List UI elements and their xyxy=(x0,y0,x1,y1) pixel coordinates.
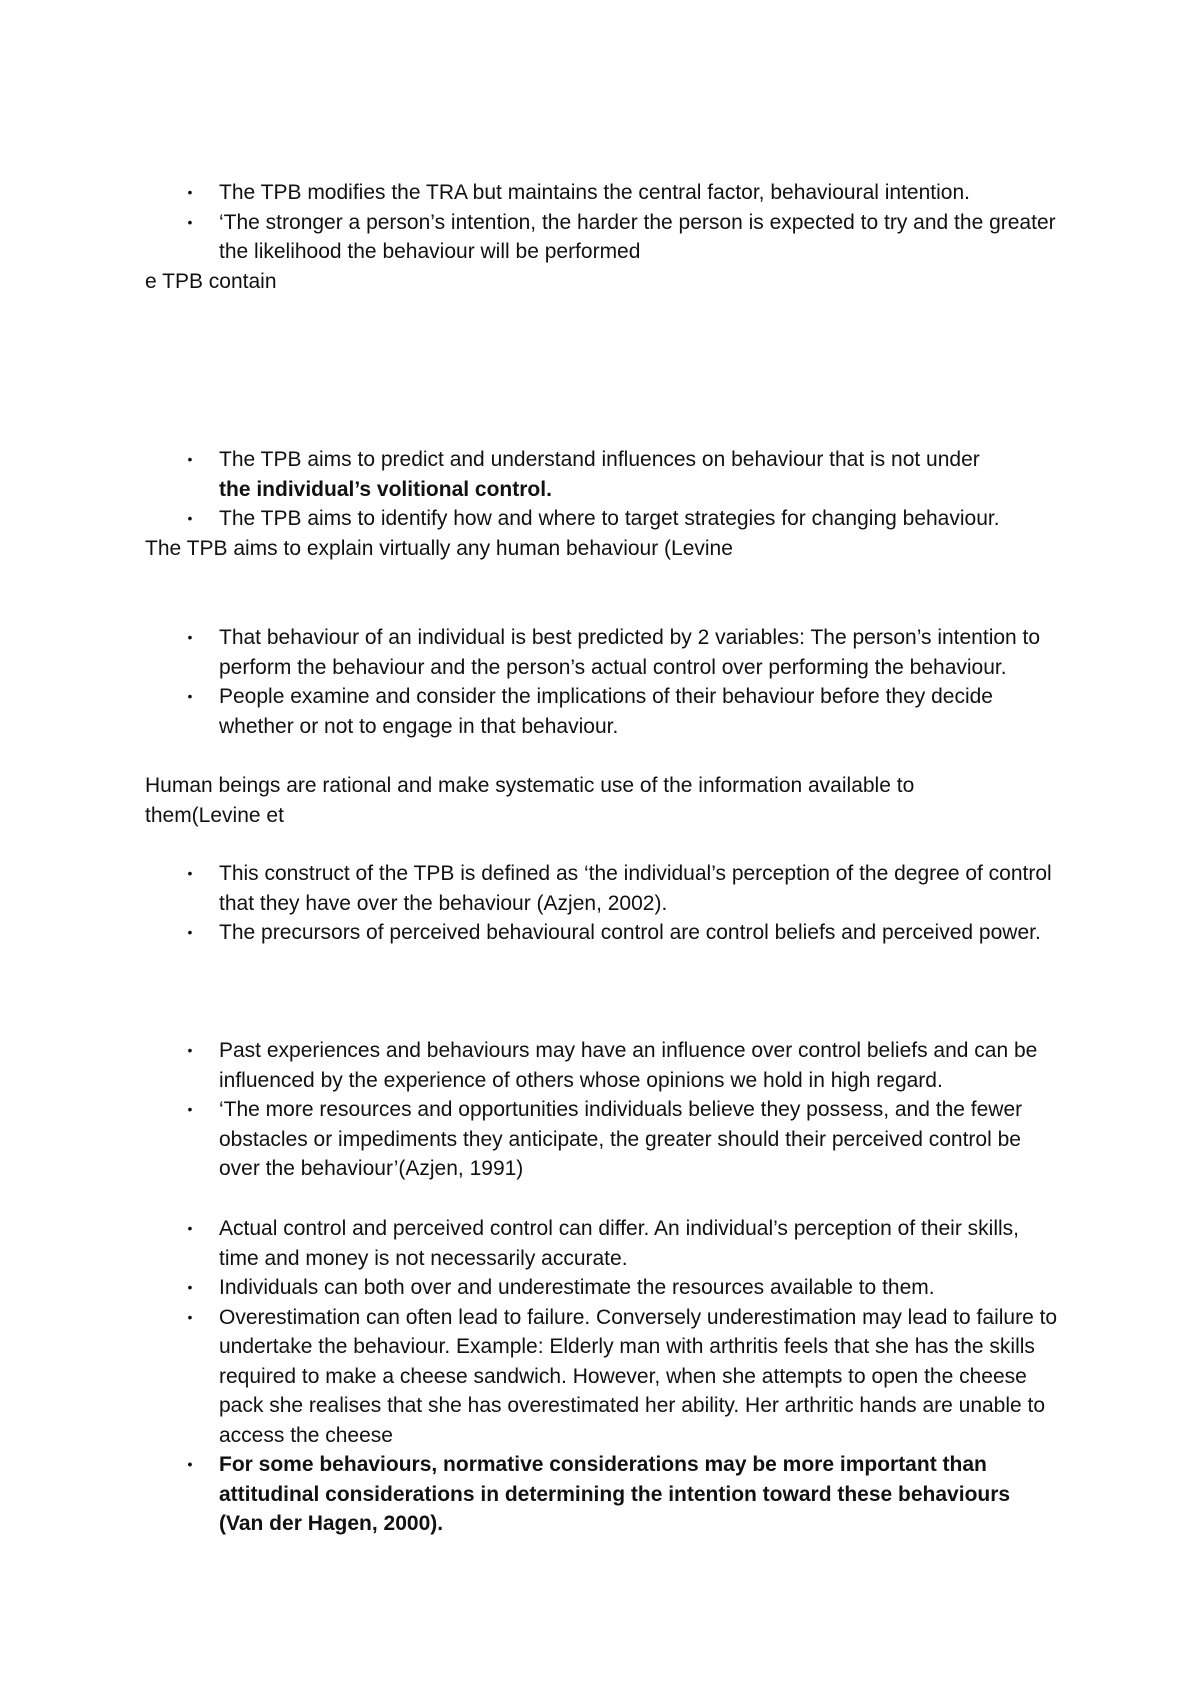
list-item: • Individuals can both over and underestimate the resources available to them. xyxy=(0,1273,1059,1303)
bullet-icon: • xyxy=(187,1101,193,1117)
section-1 xyxy=(0,178,1200,267)
bullet-list xyxy=(0,1036,1200,1184)
list-item: • The precursors of perceived behavioural control are control beliefs and perceived power. xyxy=(0,918,1059,948)
section-5 xyxy=(0,1036,1200,1184)
list-item: • That behaviour of an individual is best predicted by 2 variables: The person’s intention to perform the behaviour and the person’s actual control over performing the behaviour. xyxy=(0,623,1059,682)
bullet-icon: • xyxy=(187,865,193,881)
list-item: • Past experiences and behaviours may have an influence over control beliefs and can be influenced by the experience of others whose opinions we hold in high regard. xyxy=(0,1036,1059,1095)
bullet-list xyxy=(0,178,1200,267)
paragraph: The TPB aims to explain virtually any human behaviour (Levine xyxy=(145,537,733,560)
bullet-icon: • xyxy=(187,1220,193,1236)
list-item: • ‘The more resources and opportunities individuals believe they possess, and the fewer obstacles or impediments they anticipate, the greater should their perceived control be over the behaviour’(Azjen, 1991) xyxy=(0,1095,1059,1184)
list-item: • This construct of the TPB is defined as ‘the individual’s perception of the degree of control that they have over the behaviour (Azjen, 2002). xyxy=(0,859,1059,918)
bullet-icon: • xyxy=(187,688,193,704)
list-item-bold: • For some behaviours, normative considerations may be more important than attitudinal considerations in determining the intention toward these behaviours (Van der Hagen, 2000). xyxy=(0,1450,1059,1539)
bullet-icon: • xyxy=(187,510,193,526)
list-item: • The TPB aims to identify how and where to target strategies for changing behaviour. xyxy=(0,504,1059,534)
list-item: • The TPB modifies the TRA but maintains the central factor, behavioural intention. xyxy=(0,178,1059,208)
section-6 xyxy=(0,1214,1200,1539)
section-4 xyxy=(0,859,1200,948)
list-item: • ‘The stronger a person’s intention, the harder the person is expected to try and the greater the likelihood the behaviour will be performed xyxy=(0,208,1059,267)
bullet-list xyxy=(0,1214,1200,1539)
bullet-list xyxy=(0,623,1200,741)
list-item: • Actual control and perceived control can differ. An individual’s perception of their skills, time and money is not necessarily accurate. xyxy=(0,1214,1059,1273)
bullet-icon: • xyxy=(187,451,193,467)
bullet-icon: • xyxy=(187,1279,193,1295)
bullet-icon: • xyxy=(187,1042,193,1058)
bullet-icon: • xyxy=(187,1456,193,1472)
list-item: • Overestimation can often lead to failure. Conversely underestimation may lead to failure to undertake the behaviour. Example: Elderly man with arthritis feels that she has the skills required to make a cheese sandwich. However, when she attempts to open the cheese pack she realises that she has overestimated her ability. Her arthritic hands are unable to access the cheese xyxy=(0,1303,1059,1451)
bullet-list xyxy=(0,445,1200,534)
section-2 xyxy=(0,445,1200,534)
section-3 xyxy=(0,623,1200,741)
bullet-icon: • xyxy=(187,924,193,940)
paragraph: e TPB contain xyxy=(145,270,277,293)
paragraph: Human beings are rational and make systematic use of the information available to them(Levine et xyxy=(145,774,915,827)
list-item: • The TPB aims to predict and understand influences on behaviour that is not under the individual’s volitional control. xyxy=(0,445,1059,504)
bullet-icon: • xyxy=(187,184,193,200)
list-item: • People examine and consider the implications of their behaviour before they decide whether or not to engage in that behaviour. xyxy=(0,682,1059,741)
bullet-list xyxy=(0,859,1200,948)
bullet-icon: • xyxy=(187,1308,193,1325)
bullet-icon: • xyxy=(187,213,193,230)
bullet-icon: • xyxy=(187,629,193,645)
